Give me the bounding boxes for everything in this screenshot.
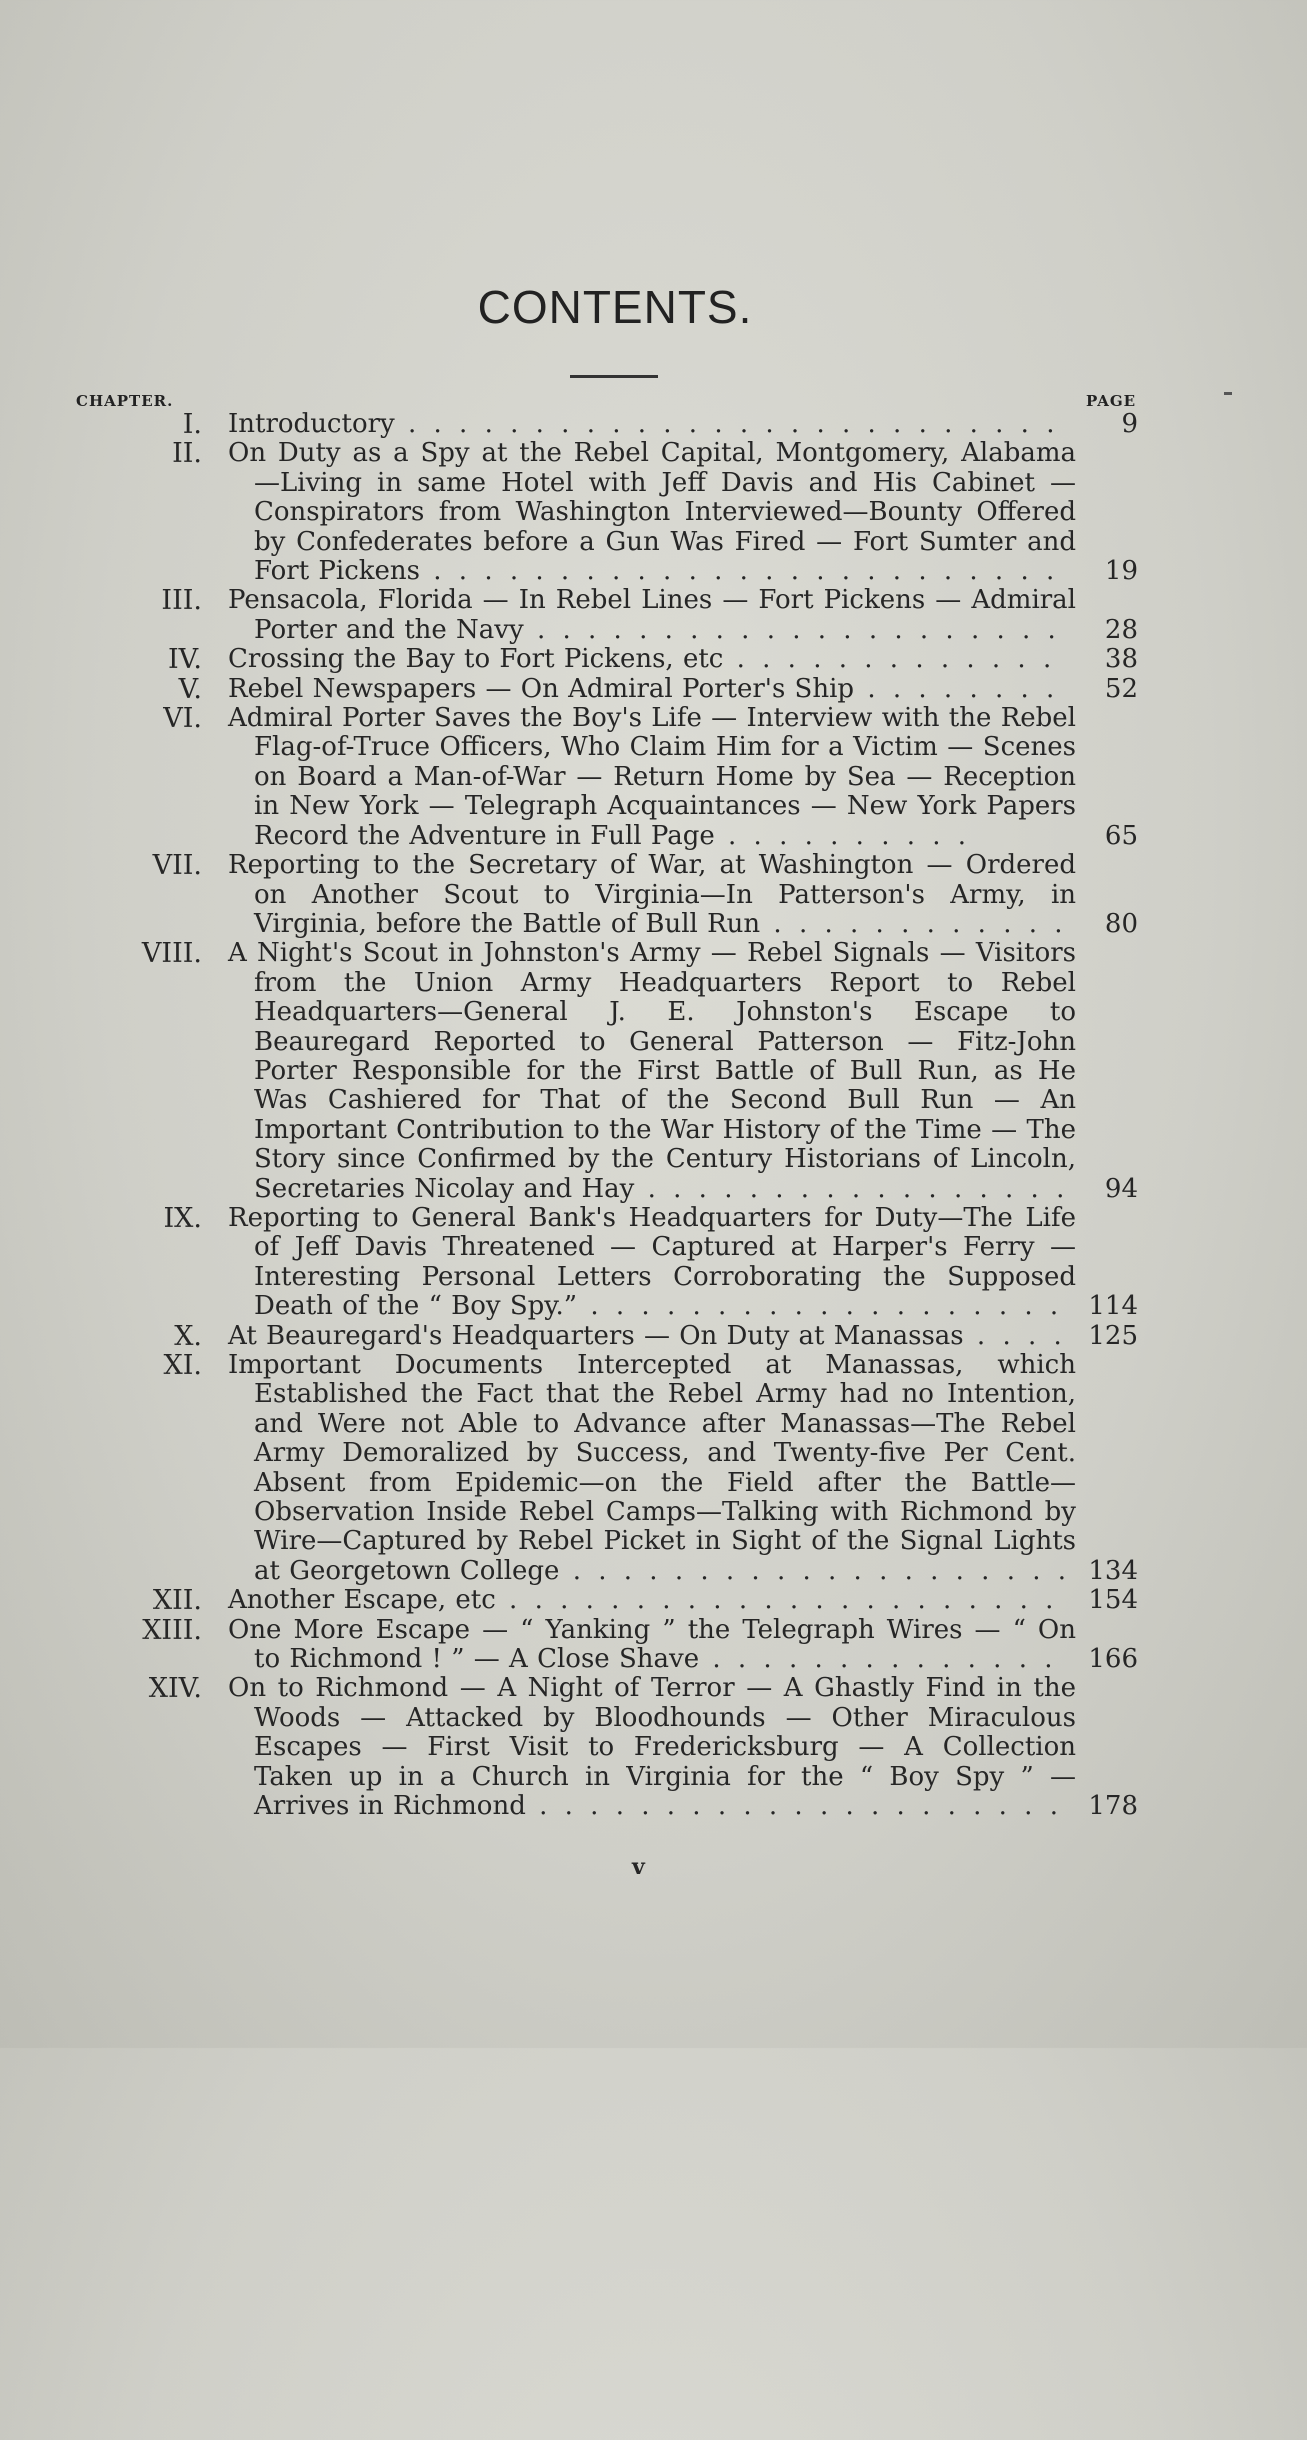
chapter-column-label: CHAPTER.: [76, 392, 174, 410]
page-column-label: PAGE: [1086, 392, 1137, 410]
chapter-title: Reporting to General Bank's Headquarters for Duty—The Life of Jeff Davis Threatened — Captured at Harper's Ferry — Interesting Personal Letters Corroborating the Supposed Death of the “ Boy Spy.” . . . . . . . . . . . . . . . . . . .: [228, 1202, 1076, 1322]
chapter-number: IX.: [163, 1202, 202, 1234]
toc-entry: [0, 439, 1230, 586]
page-number: 178: [1088, 1791, 1138, 1822]
chapter-title: Another Escape, etc . . . . . . . . . . . . . . . . . . . . . .: [228, 1585, 1058, 1616]
page-number: 125: [1088, 1320, 1138, 1351]
page-number: 94: [1104, 1173, 1138, 1204]
page-number: 114: [1088, 1291, 1138, 1322]
chapter-title: Introductory . . . . . . . . . . . . . . . . . . . . . . . . . .: [228, 409, 1059, 439]
page-number: 52: [1104, 673, 1138, 704]
chapter-number: X.: [174, 1320, 202, 1352]
toc-entry: [0, 1351, 1230, 1586]
page-number: 134: [1088, 1555, 1138, 1586]
page-number: 80: [1104, 908, 1138, 939]
page-number: 65: [1104, 820, 1138, 851]
page-title: CONTENTS.: [477, 281, 753, 333]
toc-entry: [0, 1586, 1230, 1615]
chapter-title: Important Documents Intercepted at Manassas, which Established the Fact that the Rebel Army had no Intention, and Were not Able to Advance after Manassas—The Rebel Army Demoralized by Success, and Twenty-five Per Cent. Absent from Epidemic—on the Field after the Battle—Observation Inside Rebel Camps—Talking with Richmond by Wire—Captured by Rebel Picket in Sight of the Signal Lights at Georgetown College . . . . . . . . . . . . . . . . . . . .: [228, 1350, 1076, 1586]
chapter-title: Pensacola, Florida — In Rebel Lines — Fort Pickens — Admiral Porter and the Navy . . . . . . . . . . . . . . . . . . . . .: [228, 585, 1076, 645]
toc-entry: [0, 645, 1230, 674]
chapter-number: XIII.: [142, 1614, 202, 1646]
page-number: 166: [1088, 1644, 1138, 1675]
chapter-title: Reporting to the Secretary of War, at Washington — Ordered on Another Scout to Virginia—In Patterson's Army, in Virginia, before the Battle of Bull Run . . . . . . . . . . . .: [228, 850, 1076, 939]
chapter-title: A Night's Scout in Johnston's Army — Rebel Signals — Visitors from the Union Army Headquarters Report to Rebel Headquarters—General J. E. Johnston's Escape to Beauregard Reported to General Patterson — Fitz-John Porter Responsible for the First Battle of Bull Run, as He Was Cashiered for That of the Second Bull Run — An Important Contribution to the War History of the Time — The Story since Confirmed by the Century Historians of Lincoln, Secretaries Nicolay and Hay . . . . . . . . . . . . . . . . .: [228, 938, 1076, 1204]
chapter-title: On Duty as a Spy at the Rebel Capital, Montgomery, Alabama —Living in same Hotel with Jeff Davis and His Cabinet —Conspirators from Washington Interviewed—Bounty Offered by Confederates before a Gun Was Fired — Fort Sumter and Fort Pickens . . . . . . . . . . . . . . . . . . . . . . . . .: [228, 438, 1076, 587]
toc-entry: [0, 1674, 1230, 1821]
page-number: 38: [1104, 644, 1138, 675]
page-number: 28: [1104, 614, 1138, 645]
toc-entry: [0, 410, 1230, 439]
toc-entry: [0, 851, 1230, 939]
toc-entry: [0, 675, 1230, 704]
toc-entry: [0, 1322, 1230, 1351]
page-number: 9: [1121, 409, 1138, 439]
chapter-title: On to Richmond — A Night of Terror — A Ghastly Find in the Woods — Attacked by Bloodhounds — Other Miraculous Escapes — First Visit to Fredericksburg — A Collection Taken up in a Church in Virginia for the “ Boy Spy ” — Arrives in Richmond . . . . . . . . . . . . . . . . . . . . .: [228, 1673, 1076, 1822]
chapter-number: VIII.: [141, 938, 202, 970]
chapter-title: Rebel Newspapers — On Admiral Porter's Ship . . . . . . . .: [228, 673, 1059, 704]
page-folio: v: [632, 1854, 645, 1880]
chapter-number: XIV.: [148, 1673, 202, 1705]
paper-speck: [1224, 392, 1232, 395]
toc-entry: [0, 586, 1230, 645]
chapter-number: II.: [172, 438, 202, 470]
chapter-number: I.: [182, 409, 202, 440]
toc-entry: [0, 1616, 1230, 1675]
toc-entry: [0, 939, 1230, 1204]
chapter-number: XII.: [152, 1585, 202, 1617]
chapter-title: Admiral Porter Saves the Boy's Life — Interview with the Rebel Flag-of-Truce Officers, Who Claim Him for a Victim — Scenes on Board a Man-of-War — Return Home by Sea — Reception in New York — Telegraph Acquaintances — New York Papers Record the Adventure in Full Page . . . . . . . . . .: [228, 703, 1076, 851]
chapter-number: VII.: [152, 850, 202, 882]
chapter-number: V.: [178, 673, 202, 705]
table-of-contents: [0, 410, 1230, 1822]
toc-entry: [0, 704, 1230, 851]
chapter-title: Crossing the Bay to Fort Pickens, etc . . . . . . . . . . . . .: [228, 644, 1056, 675]
chapter-number: IV.: [167, 644, 202, 676]
chapter-number: XI.: [163, 1350, 202, 1381]
toc-entry: [0, 1204, 1230, 1322]
title-rule: [570, 375, 658, 378]
chapter-number: III.: [161, 585, 202, 617]
chapter-number: VI.: [163, 703, 202, 735]
chapter-title: One More Escape — “ Yanking ” the Telegraph Wires — “ On to Richmond ! ” — A Close Shave . . . . . . . . . . . . . .: [228, 1614, 1076, 1675]
page-number: 154: [1088, 1585, 1138, 1616]
page-number: 19: [1104, 556, 1138, 587]
chapter-title: At Beauregard's Headquarters — On Duty at Manassas . . . .: [228, 1320, 1066, 1351]
